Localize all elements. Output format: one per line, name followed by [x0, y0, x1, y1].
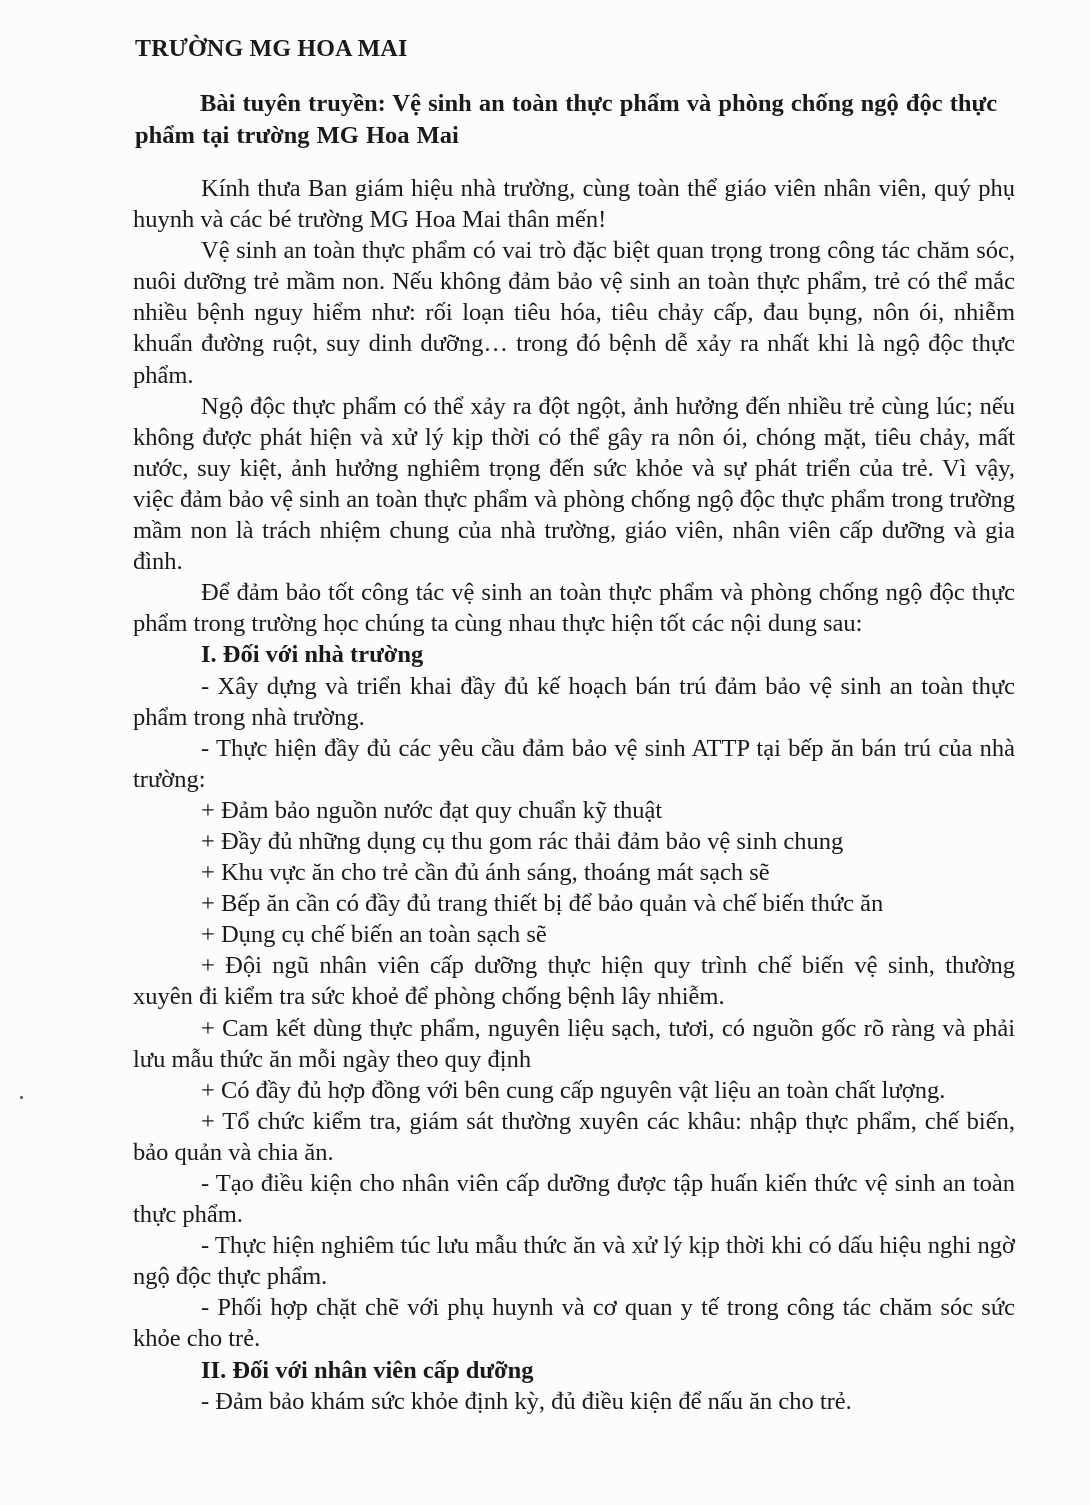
- greeting-paragraph: Kính thưa Ban giám hiệu nhà trường, cùng toàn thể giáo viên nhân viên, quý phụ huynh và các bé trường MG Hoa Mai thân mến!: [133, 175, 1015, 234]
- list-item: - Phối hợp chặt chẽ với phụ huynh và cơ quan y tế trong công tác chăm sóc sức khỏe cho trẻ.: [133, 1294, 1015, 1353]
- sub-list-item: + Khu vực ăn cho trẻ cần đủ ánh sáng, thoáng mát sạch sẽ: [201, 859, 770, 887]
- sub-list-item: + Bếp ăn cần có đầy đủ trang thiết bị để bảo quản và chế biến thức ăn: [201, 890, 884, 918]
- sub-list-item: + Đầy đủ những dụng cụ thu gom rác thải đảm bảo vệ sinh chung: [201, 827, 844, 855]
- intro-paragraph: Ngộ độc thực phẩm có thể xảy ra đột ngột, ảnh hưởng đến nhiều trẻ cùng lúc; nếu không được phát hiện và xử lý kịp thời có thể gây ra nôn ói, chóng mặt, tiêu chảy, mất nước, suy kiệt, ảnh hưởng nghiêm trọng đến sức khỏe và sự phát triển của trẻ. Vì vậy, việc đảm bảo vệ sinh an toàn thực phẩm và phòng chống ngộ độc thực phẩm trong trường mầm non là trách nhiệm chung của nhà trường, giáo viên, nhân viên cấp dưỡng và gia đình.: [133, 392, 1015, 576]
- section-heading-school: I. Đối với nhà trường: [201, 641, 424, 669]
- sub-list-item: + Dụng cụ chế biến an toàn sạch sẽ: [201, 921, 547, 949]
- document-title: Bài tuyên truyền: Vệ sinh an toàn thực phẩm và phòng chống ngộ độc thực phẩm tại trường MG Hoa Mai: [135, 90, 998, 149]
- school-name: TRƯỜNG MG HOA MAI: [135, 36, 408, 62]
- intro-paragraph: Vệ sinh an toàn thực phẩm có vai trò đặc biệt quan trọng trong công tác chăm sóc, nuôi dưỡng trẻ mầm non. Nếu không đảm bảo vệ sinh an toàn thực phẩm, trẻ có thể mắc nhiều bệnh nguy hiểm như: rối loạn tiêu hóa, tiêu chảy cấp, đau bụng, nôn ói, nhiễm khuẩn đường ruột, suy dinh dưỡng… trong đó bệnh dễ xảy ra nhất khi là ngộ độc thực phẩm.: [133, 237, 1015, 389]
- list-item: - Thực hiện đầy đủ các yêu cầu đảm bảo vệ sinh ATTP tại bếp ăn bán trú của nhà trường:: [133, 734, 1015, 793]
- sub-list-item: + Cam kết dùng thực phẩm, nguyên liệu sạch, tươi, có nguồn gốc rõ ràng và phải lưu mẫu thức ăn mỗi ngày theo quy định: [133, 1014, 1015, 1073]
- sub-list-item: + Có đầy đủ hợp đồng với bên cung cấp nguyên vật liệu an toàn chất lượng.: [201, 1076, 946, 1104]
- scan-speck: [20, 1096, 23, 1099]
- list-item: - Xây dựng và triển khai đầy đủ kế hoạch bán trú đảm bảo vệ sinh an toàn thực phẩm trong nhà trường.: [133, 672, 1015, 731]
- list-item: - Tạo điều kiện cho nhân viên cấp dưỡng được tập huấn kiến thức vệ sinh an toàn thực phẩm.: [133, 1170, 1015, 1229]
- sub-list-item: + Đảm bảo nguồn nước đạt quy chuẩn kỹ thuật: [201, 796, 663, 824]
- sub-list-item: + Đội ngũ nhân viên cấp dưỡng thực hiện quy trình chế biến vệ sinh, thường xuyên đi kiểm tra sức khoẻ để phòng chống bệnh lây nhiễm.: [133, 952, 1015, 1011]
- list-item: - Thực hiện nghiêm túc lưu mẫu thức ăn và xử lý kịp thời khi có dấu hiệu nghi ngờ ngộ độc thực phẩm.: [133, 1232, 1015, 1291]
- intro-paragraph: Để đảm bảo tốt công tác vệ sinh an toàn thực phẩm và phòng chống ngộ độc thực phẩm trong trường học chúng ta cùng nhau thực hiện tốt các nội dung sau:: [133, 579, 1015, 638]
- section-heading-kitchen-staff: II. Đối với nhân viên cấp dưỡng: [201, 1356, 534, 1384]
- document-body: [133, 173, 1015, 1417]
- list-item: - Đảm bảo khám sức khỏe định kỳ, đủ điều kiện để nấu ăn cho trẻ.: [201, 1387, 852, 1415]
- sub-list-item: + Tổ chức kiểm tra, giám sát thường xuyên các khâu: nhập thực phẩm, chế biến, bảo quản và chia ăn.: [133, 1107, 1015, 1166]
